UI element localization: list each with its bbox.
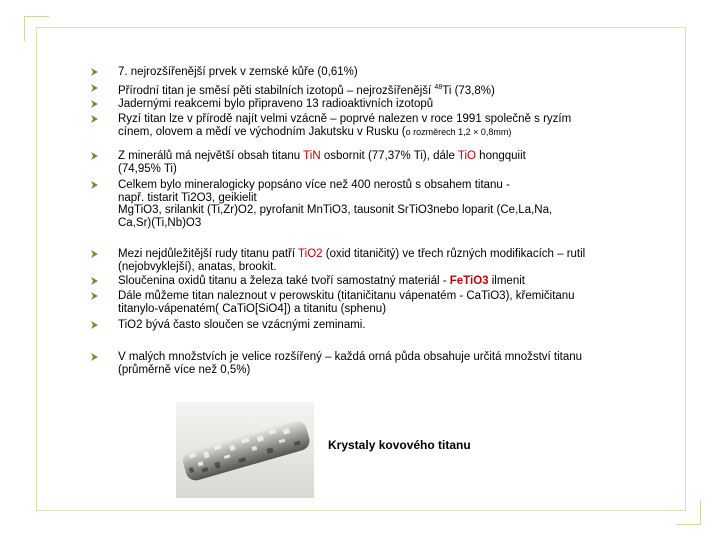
frame-corner-top-left bbox=[24, 16, 49, 41]
formula-highlight: FeTiO3 bbox=[449, 275, 489, 287]
arrow-bullet-icon bbox=[90, 276, 100, 286]
size-note: o rozměrech 1,2 × 0,8mm bbox=[405, 126, 509, 137]
arrow-bullet-icon bbox=[90, 114, 100, 124]
bullet-line: Celkem bylo mineralogicky popsáno více než 400 nerostů s obsahem titanu - bbox=[118, 179, 510, 191]
bullet-text-part: Přírodní titan je směsí pěti stabilních izotopů – nejrozšířenější bbox=[118, 85, 435, 97]
bullet-text bbox=[118, 179, 618, 229]
bullet-text-part: Z minerálů má největší obsah titanu bbox=[118, 150, 304, 162]
bullet-text bbox=[118, 150, 568, 175]
bullet-text-part: Mezi nejdůležitější rudy titanu patří bbox=[118, 248, 299, 260]
bullet-text bbox=[118, 275, 618, 288]
bullet-text: TiO2 bývá často sloučen se vzácnými zeminami. bbox=[118, 319, 366, 331]
formula-highlight: TiN bbox=[303, 150, 321, 162]
bullet-text-part: osbornit (77,37% Ti), dále bbox=[320, 150, 458, 162]
bullet-text: V malých množstvích je velice rozšířený – každá orná půda obsahuje určitá množství titanu (průměrně více než 0,5%) bbox=[118, 351, 583, 376]
arrow-bullet-icon bbox=[90, 180, 100, 190]
isotope-superscript: 48 bbox=[434, 84, 443, 91]
bullet-line: Ca,Sr)(Ti,Nb)O3 bbox=[118, 216, 202, 229]
bullet-line: MgTiO3, srilankit (Ti,Zr)O2, pyrofanit MnTiO3, tausonit SrTiO3nebo loparit (Ce,La,Na, bbox=[118, 204, 553, 216]
bullet-text bbox=[118, 248, 618, 273]
bullet-text-part: (oxid titaničitý) ve třech různých modifikacích – rutil (nejobvyklejší), anatas, brookit. bbox=[118, 248, 586, 273]
arrow-bullet-icon bbox=[90, 249, 100, 259]
bullet-text-part: ) bbox=[508, 126, 512, 137]
bullet-text-part: hongquiit (74,95% Ti) bbox=[118, 150, 526, 175]
arrow-bullet-icon bbox=[90, 352, 100, 362]
bullet-text: Dále můžeme titan naleznout v perowskitu (titaničitanu vápenatém - CaTiO3), křemičitanu titanylo-vápenatém( CaTiO[SiO4]) a titanitu (sphenu) bbox=[118, 290, 575, 315]
bullet-text-part: Ti (73,8%) bbox=[442, 85, 495, 97]
titanium-crystals-photo bbox=[176, 402, 314, 498]
formula-highlight: TiO2 bbox=[298, 248, 323, 260]
formula-highlight: TiO bbox=[457, 150, 476, 162]
bullet-text bbox=[118, 82, 618, 98]
arrow-bullet-icon bbox=[90, 99, 100, 109]
bullet-line: např. tistarit Ti2O3, geikielit bbox=[118, 191, 257, 204]
frame-corner-bottom-right bbox=[676, 500, 701, 525]
bullet-text-part: ilmenit bbox=[488, 275, 525, 287]
photo-caption: Krystaly kovového titanu bbox=[328, 438, 471, 452]
bullet-text-part: Sloučenina oxidů titanu a železa také tvoří samostatný materiál - bbox=[118, 275, 450, 287]
bullet-text bbox=[118, 113, 596, 138]
arrow-bullet-icon bbox=[90, 83, 100, 93]
bullet-text: Jadernými reakcemi bylo připraveno 13 radioaktivních izotopů bbox=[118, 98, 434, 110]
bullet-text: 7. nejrozšířenější prvek v zemské kůře (0,61%) bbox=[118, 66, 358, 78]
arrow-bullet-icon bbox=[90, 151, 100, 161]
arrow-bullet-icon bbox=[90, 291, 100, 301]
arrow-bullet-icon bbox=[90, 67, 100, 77]
bullet-text-part: Ryzí titan lze v přírodě najít velmi vzácně – poprvé nalezen v roce 1991 společně s ryzím cínem, olovem a mědí ve východním Jakutsku v Rusku ( bbox=[118, 113, 572, 138]
arrow-bullet-icon bbox=[90, 320, 100, 330]
